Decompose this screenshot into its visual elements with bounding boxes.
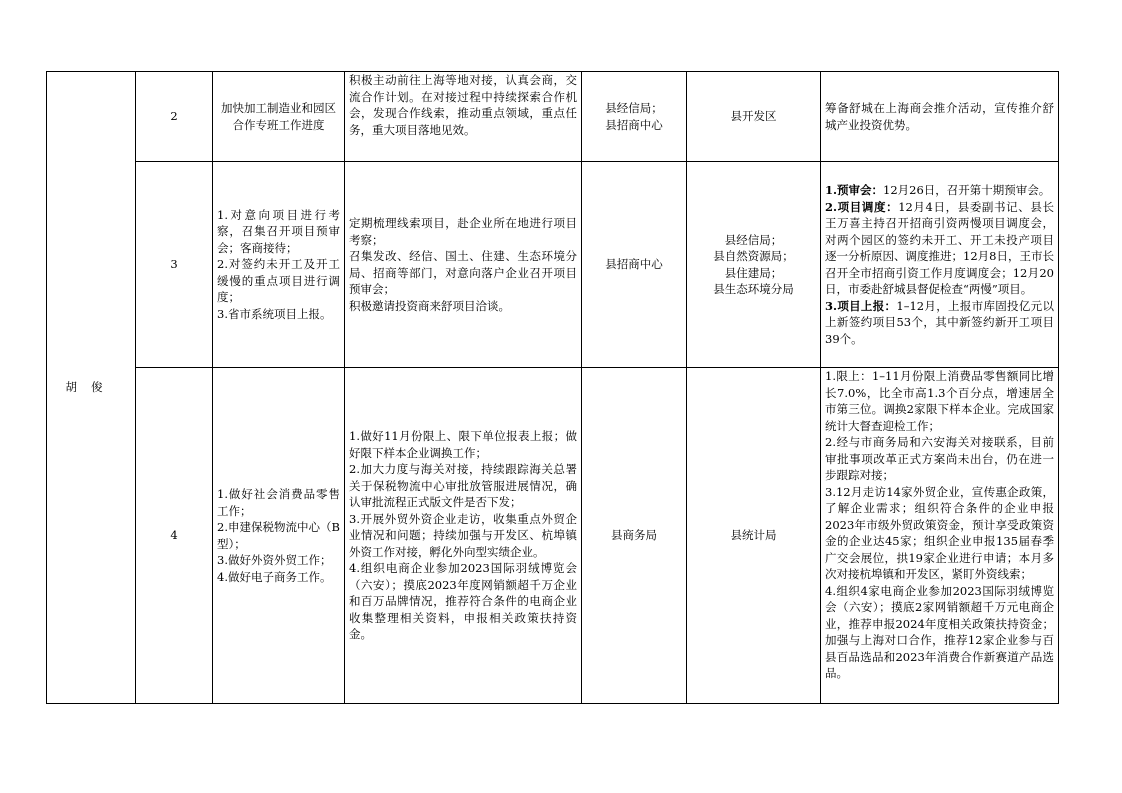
task-line: 2.对签约未开工及开工缓慢的重点项目进行调度；	[217, 257, 340, 305]
work-progress-table	[46, 71, 1059, 704]
lead-unit: 县经信局；	[605, 101, 663, 115]
task-line: 2.申建保税物流中心（B型）；	[217, 520, 340, 551]
measure-line: 定期梳理线索项目，赴企业所在地进行项目考察；	[349, 216, 577, 247]
measures-cell	[345, 162, 582, 368]
lead-unit-cell	[582, 368, 687, 704]
responsible-person: 胡俊	[47, 72, 136, 704]
measure-line: 积极邀请投资商来舒项目洽谈。	[349, 298, 510, 313]
cooperate-unit-cell	[687, 72, 821, 162]
progress-line: 2.经与市商务局和六安海关对接联系，目前审批事项改革正式方案尚未出台，仍在进一步跟踪对接；	[825, 435, 1054, 482]
task-line: 3.省市系统项目上报。	[217, 306, 332, 321]
progress-heading: 1.预审会：	[825, 183, 884, 197]
row-number: 2	[136, 72, 213, 162]
lead-unit: 县商务局	[611, 528, 657, 543]
cooperate-unit: 县住建局；	[724, 265, 783, 280]
progress-line	[825, 100, 1054, 133]
lead-unit-cell	[582, 162, 687, 368]
cooperate-unit: 县开发区	[730, 109, 777, 124]
progress-line: 4.组织4家电商企业参加2023国际羽绒博览会（六安）；摸底2家网销额超千万元电商企业，推荐申报2024年度相关政策扶持资金；加强与上海对口合作，推荐12家企业参与百县百品选品和2023年消费合作新赛道产品选品。	[825, 583, 1054, 680]
cooperate-unit: 县经信局；	[724, 232, 783, 247]
row-number: 4	[136, 368, 213, 704]
progress-cell	[821, 72, 1059, 162]
progress-text: 筹备舒城在上海商会推介活动，宣传推介舒城产业投资优势。	[825, 101, 1054, 132]
progress-line	[825, 182, 1054, 199]
progress-cell	[821, 368, 1059, 704]
cooperate-unit: 县自然资源局；	[713, 249, 794, 263]
task-line: 1.做好社会消费品零售工作；	[217, 487, 340, 518]
progress-heading: 2.项目调度：	[825, 199, 899, 214]
measures-cell	[345, 368, 582, 704]
task-line: 3.做好外资外贸工作；	[217, 553, 332, 567]
task-line: 4.做好电子商务工作。	[217, 569, 332, 584]
measure-line: 2.加大力度与海关对接，持续跟踪海关总署关于保税物流中心审批放管服进展情况，确认审批流程正式版文件是否下发；	[349, 462, 577, 510]
lead-unit: 县招商中心	[605, 257, 663, 272]
lead-unit: 县招商中心	[605, 117, 663, 132]
cooperate-unit: 县统计局	[730, 528, 777, 543]
progress-scroll-area	[825, 368, 1054, 703]
task-cell	[213, 72, 345, 162]
cooperate-unit: 县生态环境分局	[713, 282, 794, 296]
progress-line: 1.限上：1–11月份限上消费品零售额同比增长7.0%，比全市高1.3个百分点，增速居全市第三位。调换2家限下样本企业。完成国家统计大督查迎检工作；	[825, 369, 1054, 433]
progress-line: 3.12月走访14家外贸企业，宣传惠企政策，了解企业需求；组织符合条件的企业申报2023年市级外贸政策资金，预计享受政策资金的企业达45家；组织企业申报135届春季广交会展位，拱19家企业进行申请；本月多次对接杭埠镇和开发区，紧盯外资线索；	[825, 484, 1054, 581]
table-row	[47, 72, 1059, 162]
measure-line: 4.组织电商企业参加2023国际羽绒博览会（六安）；摸底2023年度网销额超千万企业和百万品牌情况，推荐符合条件的电商企业收集整理相关资料，申报相关政策扶持资金。	[349, 561, 577, 642]
measure-line: 积极主动前往上海等地对接，认真会商，交流合作计划。在对接过程中持续探索合作机会，发现合作线索，推动重点领域，重点任务，重大项目落地见效。	[349, 73, 577, 137]
task-cell	[213, 368, 345, 704]
cooperate-unit-cell	[687, 162, 821, 368]
table-row	[47, 162, 1059, 368]
task-line: 加快加工制造业和园区合作专班工作进度	[221, 101, 336, 132]
measures-cell	[345, 72, 582, 162]
row-number: 3	[136, 162, 213, 368]
task-line: 1.对意向项目进行考察，召集召开项目预审会；客商接待；	[217, 207, 340, 255]
task-cell	[213, 162, 345, 368]
lead-unit-cell	[582, 72, 687, 162]
progress-line	[825, 199, 1054, 298]
cooperate-unit-cell	[687, 368, 821, 704]
progress-cell	[821, 162, 1059, 368]
measure-line: 3.开展外贸外资企业走访，收集重点外贸企业情况和问题；持续加强与开发区、杭埠镇外资工作对接，孵化外向型实绩企业。	[349, 511, 577, 559]
progress-text: 1–12月，上报市库固投亿元以上新签约项目53个，其中新签约新开工项目39个。	[825, 298, 1054, 346]
progress-heading: 3.项目上报：	[825, 298, 897, 313]
progress-line	[825, 298, 1054, 348]
measure-line: 1.做好11月份限上、限下单位报表上报；做好限下样本企业调换工作；	[349, 429, 577, 460]
progress-text: 12月26日，召开第十期预审会。	[883, 183, 1051, 197]
progress-text: 12月4日，县委副书记、县长王万喜主持召开招商引资两慢项目调度会，对两个园区的签约未开工、开工未投产项目逐一分析原因、调度推进；12月8日，王市长召开全市招商引资工作月度调度会；12月20日，市委赴舒城县督促检查“两慢”项目。	[825, 199, 1054, 296]
table-row	[47, 368, 1059, 704]
measure-line: 召集发改、经信、国土、住建、生态环境分局、招商等部门，对意向落户企业召开项目预审会；	[349, 249, 577, 296]
